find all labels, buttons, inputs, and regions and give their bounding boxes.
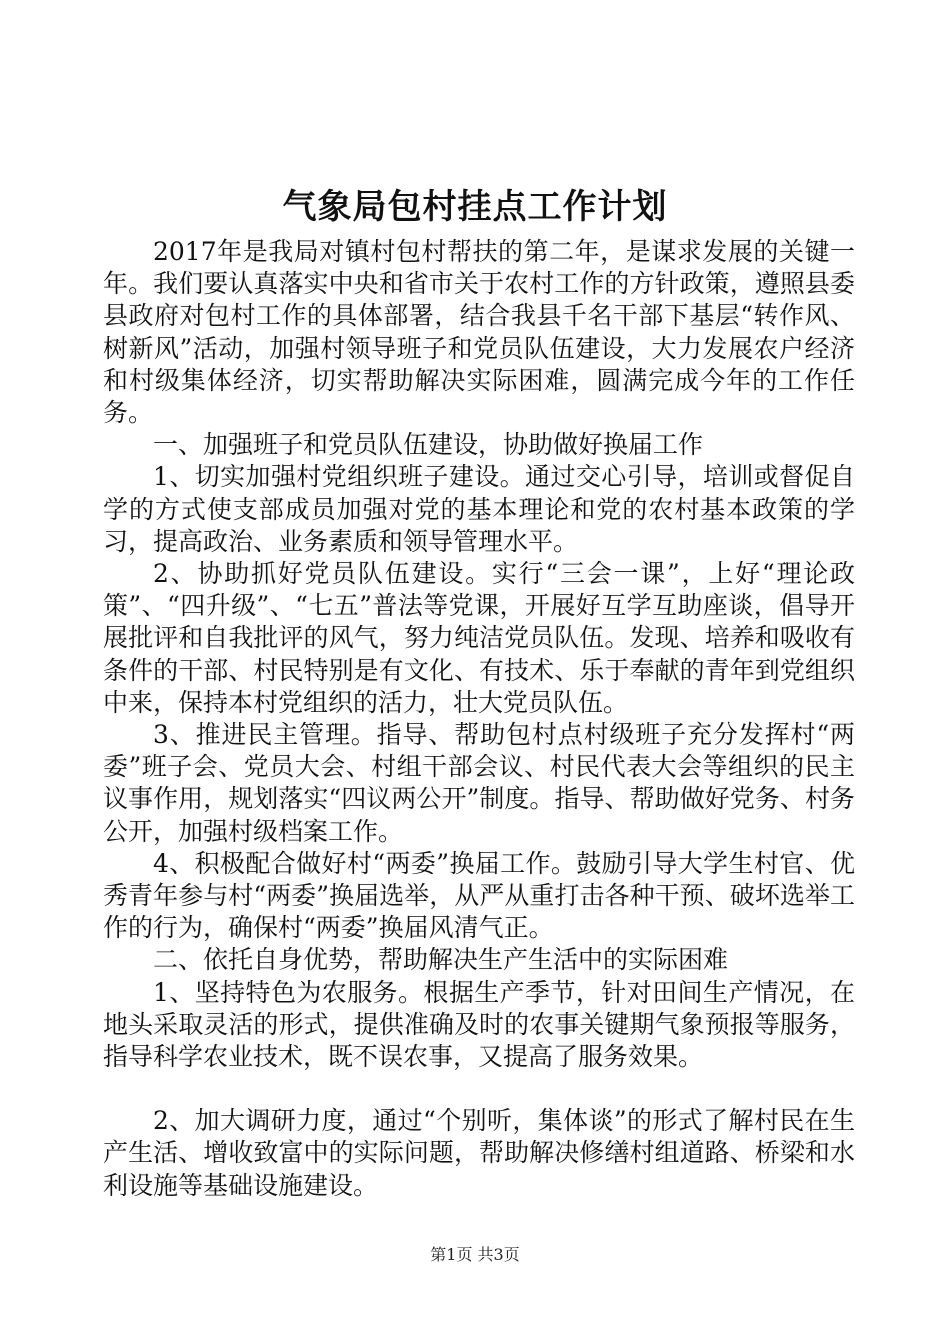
section-heading-1: 一、加强班子和党员队伍建设，协助做好换届工作 <box>153 430 704 460</box>
paragraph-1-1: 1、切实加强村党组织班子建设。通过交心引导，培训或督促自学的方式使支部成员加强对党的基本理论和党的农村基本政策的学习，提高政治、业务素质和领导管理水平。 <box>103 462 855 556</box>
paragraph-2-1: 1、坚持特色为农服务。根据生产季节，针对田间生产情况，在地头采取灵活的形式，提供准确及时的农事关键期气象预报等服务，指导科学农业技术，既不误农事，又提高了服务效果。 <box>103 977 855 1072</box>
paragraph-1-2: 2、协助抓好党员队伍建设。实行“三会一课”，上好“理论政策”、“四升级”、“七五”普法等党课，开展好互学互助座谈，倡导开展批评和自我批评的风气，努力纯洁党员队伍。发现、培养和吸收有条件的干部、村民特别是有文化、有技术、乐于奉献的青年到党组织中来，保持本村党组织的活力，壮大党员队伍。 <box>103 559 855 717</box>
document-title: 气象局包村挂点工作计划 <box>282 187 668 227</box>
page-footer: 第1页 共3页 <box>430 1245 520 1264</box>
paragraph-1-4: 4、积极配合做好村“两委”换届工作。鼓励引导大学生村官、优秀青年参与村“两委”换届选举，从严从重打击各种干预、破坏选举工作的行为，确保村“两委”换届风清气正。 <box>103 848 855 943</box>
paragraph-2-2: 2、加大调研力度，通过“个别听，集体谈”的形式了解村民在生产生活、增收致富中的实际问题，帮助解决修缮村组道路、桥梁和水利设施等基础设施建设。 <box>103 1106 855 1200</box>
paragraph-intro: 2017年是我局对镇村包村帮扶的第二年，是谋求发展的关键一年。我们要认真落实中央和省市关于农村工作的方针政策，遵照县委县政府对包村工作的具体部署，结合我县千名干部下基层“转作风、树新风”活动，加强村领导班子和党员队伍建设，大力发展农户经济和村级集体经济，切实帮助解决实际困难，圆满完成今年的工作任务。 <box>103 237 855 428</box>
section-heading-2: 二、依托自身优势，帮助解决生产生活中的实际困难 <box>153 945 729 975</box>
paragraph-1-3: 3、推进民主管理。指导、帮助包村点村级班子充分发挥村“两委”班子会、党员大会、村组干部会议、村民代表大会等组织的民主议事作用，规划落实“四议两公开”制度。指导、帮助做好党务、村务公开，加强村级档案工作。 <box>103 720 855 846</box>
document-body <box>103 236 855 1202</box>
